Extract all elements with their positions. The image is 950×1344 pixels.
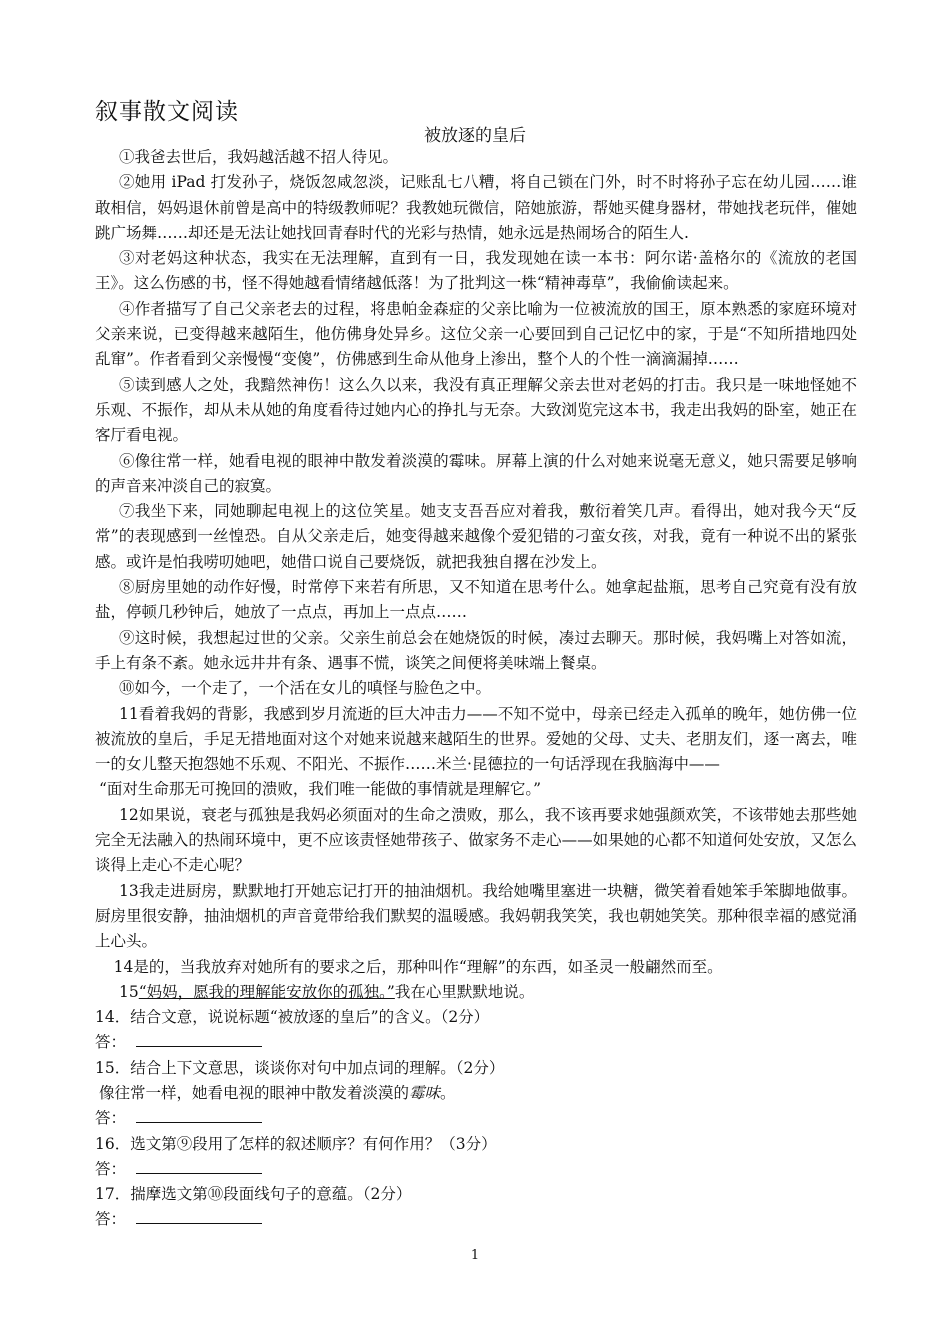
answer-blank[interactable] xyxy=(136,1106,262,1123)
answer-17 xyxy=(95,1207,857,1232)
paragraph-10: ⑩如今，一个走了，一个活在女儿的嗔怪与脸色之中。 xyxy=(119,679,492,698)
answer-blank[interactable] xyxy=(136,1207,262,1224)
question-17: 17．揣摩选文第⑩段面线句子的意蕴。（2分） xyxy=(95,1185,412,1204)
paragraph-12: 12如果说，衰老与孤独是我妈必须面对的生命之溃败，那么，我不该再要求她强颜欢笑，不该带她去那些她完全无法融入的热闹环境中，更不应该责怪她带孩子、做家务不走心——如果她的心都不知道何处安放，又怎么谈得上走心不走心呢？ xyxy=(95,805,857,875)
paragraph-3: ③对老妈这种状态，我实在无法理解，直到有一日，我发现她在读一本书：阿尔诺·盖格尔的《流放的老国王》。这么伤感的书，怪不得她越看情绪越低落！为了批判这一株“精神毒草”，我偷偷读起来。 xyxy=(95,249,857,293)
question-16: 16．选文第⑨段用了怎样的叙述顺序？有何作用？（3分） xyxy=(95,1134,497,1153)
question-15: 15．结合上下文意思，谈谈你对句中加点词的理解。（2分） xyxy=(95,1058,505,1077)
paragraph-4: ④作者描写了自己父亲老去的过程，将患帕金森症的父亲比喻为一位被流放的国王，原本熟悉的家庭环境对父亲来说，已变得越来越陌生，他仿佛身处异乡。这位父亲一心要回到自己记忆中的家，于是“不知所措地四处乱窜”。作者看到父亲慢慢“变傻”，仿佛感到生命从他身上渗出，整个人的个性一滴滴漏掉…… xyxy=(95,299,857,369)
paragraph-5: ⑤读到感人之处，我黯然神伤！这么久以来，我没有真正理解父亲去世对老妈的打击。我只是一味地怪她不乐观、不振作，却从未从她的角度看待过她内心的挣扎与无奈。大致浏览完这本书，我走出我妈的卧室，她正在客厅看电视。 xyxy=(95,375,857,445)
paragraph-15 xyxy=(95,980,857,1005)
article-title: 被放逐的皇后 xyxy=(424,126,526,146)
question-14: 14．结合文意，说说标题“被放逐的皇后”的含义。（2分） xyxy=(95,1008,490,1027)
paragraph-9: ⑨这时候，我想起过世的父亲。父亲生前总会在她烧饭的时候，凑过去聊天。那时候，我妈嘴上对答如流，手上有条不紊。她永远井井有条、遇事不慌，谈笑之间便将美味端上餐桌。 xyxy=(95,628,857,672)
paragraph-6: ⑥像往常一样，她看电视的眼神中散发着淡漠的霉味。屏幕上演的什么对她来说毫无意义，她只需要足够响的声音来冲淡自己的寂寞。 xyxy=(95,451,857,495)
answer-16 xyxy=(95,1157,857,1182)
answer-label: 答： xyxy=(95,1033,127,1052)
section-title: 叙事散文阅读 xyxy=(95,99,239,125)
answer-blank[interactable] xyxy=(136,1030,262,1047)
example-end: 。 xyxy=(440,1083,456,1102)
underlined-sentence: “妈妈，愿我的理解能安放你的孤独。” xyxy=(138,982,395,1001)
answer-label: 答： xyxy=(95,1210,127,1229)
answer-label: 答： xyxy=(95,1159,127,1178)
paragraph-15-rest: 我在心里默默地说。 xyxy=(394,982,535,1001)
page-number: 1 xyxy=(470,1248,480,1263)
paragraph-2: ②她用 iPad 打发孙子，烧饭忽咸忽淡，记账乱七八糟，将自己锁在门外，时不时将孙子忘在幼儿园……谁敢相信，妈妈退休前曾是高中的特级教师呢？我教她玩微信，陪她旅游，帮她买健身器材，带她找老玩伴，催她跳广场舞……却还是无法让她找回青春时代的光彩与热情，她永远是热闹场合的陌生人. xyxy=(95,173,857,242)
paragraph-7: ⑦我坐下来，同她聊起电视上的这位笑星。她支支吾吾应对着我，敷衍着笑几声。看得出，她对我今天“反常”的表现感到一丝惶恐。自从父亲走后，她变得越来越像个爱犯错的刁蛮女孩，对我，竟有一种说不出的紧张感。或许是怕我唠叨她吧，她借口说自己要烧饭，就把我独自撂在沙发上。 xyxy=(95,502,857,571)
paragraph-14: 14是的，当我放弃对她所有的要求之后，那种叫作“理解”的东西，如圣灵一般翩然而至。 xyxy=(113,957,723,976)
answer-14 xyxy=(95,1030,857,1055)
answer-15 xyxy=(95,1106,857,1131)
kundera-quote: “面对生命那无可挽回的溃败，我们唯一能做的事情就是理解它。” xyxy=(99,780,542,799)
paragraph-1: ①我爸去世后，我妈越活越不招人待见。 xyxy=(119,148,399,166)
answer-blank[interactable] xyxy=(136,1157,262,1174)
paragraph-11: 11看着我妈的背影，我感到岁月流逝的巨大冲击力——不知不觉中，母亲已经走入孤单的晚年，她仿佛一位被流放的皇后，手足无措地面对这个对她来说越来越陌生的世界。爱她的父母、丈夫、老朋友们，逐一离去，唯一的女儿整天抱怨她不乐观、不阳光、不振作……米兰·昆德拉的一句话浮现在我脑海中—— xyxy=(95,704,857,774)
answer-label: 答： xyxy=(95,1109,127,1128)
paragraph-13: 13我走进厨房，默默地打开她忘记打开的抽油烟机。我给她嘴里塞进一块糖，微笑着看她笨手笨脚地做事。厨房里很安静，抽油烟机的声音竟带给我们默契的温暖感。我妈朝我笑笑，我也朝她笑笑。那种很幸福的感觉涌上心头。 xyxy=(95,881,857,951)
paragraph-15-number: 15 xyxy=(119,982,139,1001)
paragraph-8: ⑧厨房里她的动作好慢，时常停下来若有所思，又不知道在思考什么。她拿起盐瓶，思考自己究竟有没有放盐，停顿几秒钟后，她放了一点点，再加上一点点…… xyxy=(95,578,857,622)
dotted-word: 霉味 xyxy=(409,1083,441,1102)
example-text: 像往常一样，她看电视的眼神中散发着淡漠的 xyxy=(99,1083,410,1102)
article-body xyxy=(95,145,857,1233)
question-15-example xyxy=(95,1081,857,1106)
